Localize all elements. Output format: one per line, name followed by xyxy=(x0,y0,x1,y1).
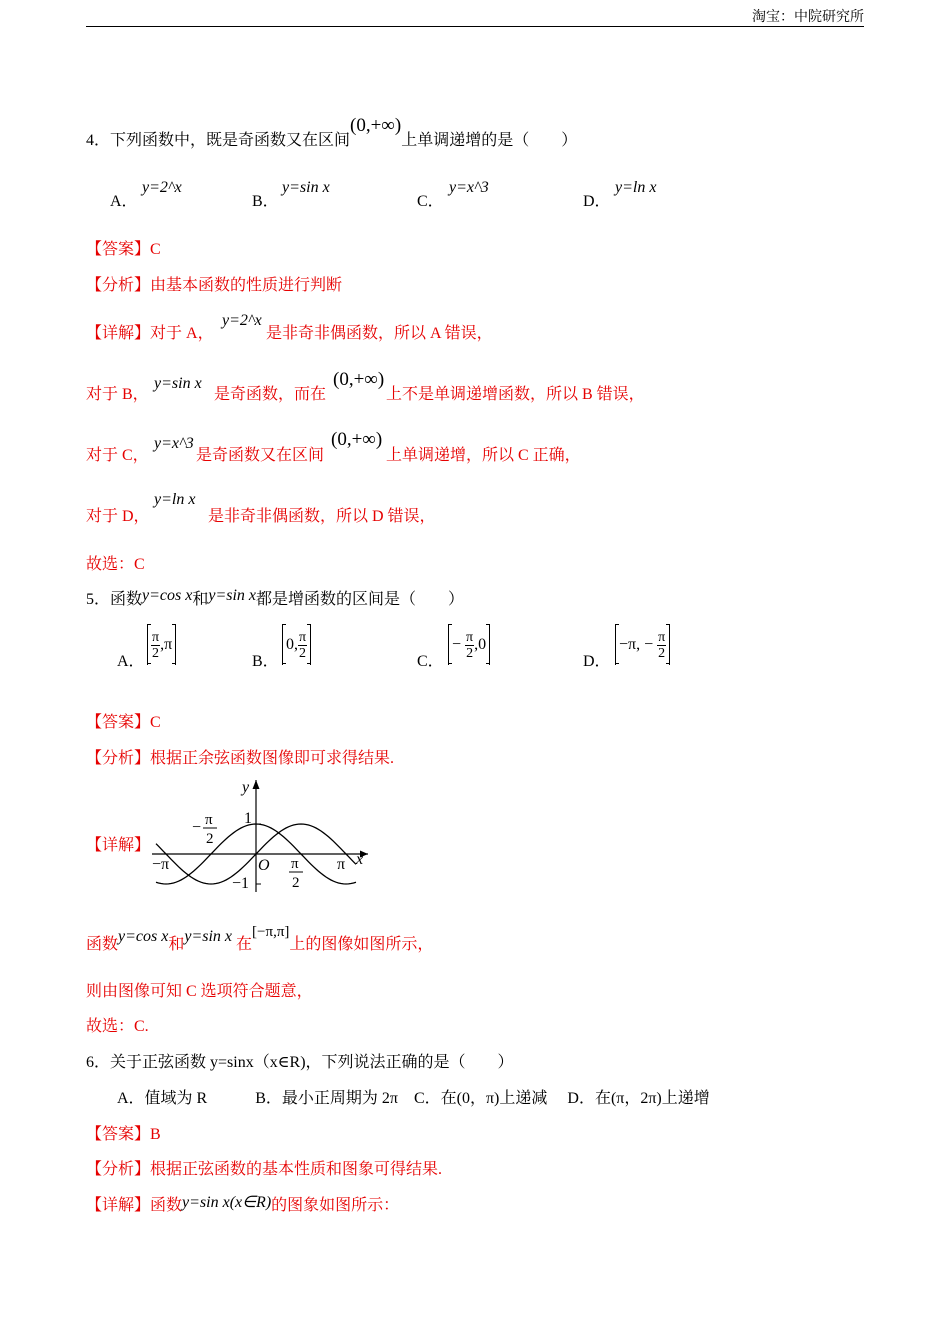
q4-choose: 故选：C xyxy=(86,556,145,573)
q5-option-c-label: C． xyxy=(417,653,444,670)
q5-b-frac-num: π xyxy=(299,629,307,645)
q4-option-a-label: A． xyxy=(110,193,138,210)
sin-cos-graph xyxy=(150,776,380,894)
q4-option-b-expr: y=sin x xyxy=(282,179,330,196)
q5-option-d-interval: −π , − $\frac{\pi}{2}$ xyxy=(615,625,670,665)
q5-d-minus: − xyxy=(644,636,654,653)
q4-detail-tag: 【详解】 xyxy=(86,325,151,342)
q5-a-frac-num: π xyxy=(152,629,160,645)
neg-half-pi-den: 2 xyxy=(206,831,214,847)
q4-option-a-expr: y=2^x xyxy=(142,179,182,196)
q5-desc-cos: y=cos x xyxy=(118,928,169,945)
q4-detail-c-mid: 是奇函数又在区间 xyxy=(196,447,325,464)
q5-c-minus: − xyxy=(452,636,462,653)
q4-detail-c-expr: y=x^3 xyxy=(154,435,194,452)
q5-stem-and: 和 xyxy=(192,591,209,608)
neg-half-pi-num: π xyxy=(205,812,213,828)
q5-desc-in: 在 xyxy=(236,936,253,953)
q5-d-frac-num: π xyxy=(658,629,666,645)
q6-detail xyxy=(86,1196,399,1216)
q5-stem-pre: 5．函数 xyxy=(86,591,143,608)
q4-detail-a-expr: y=2^x xyxy=(222,312,262,329)
q5-option-b-interval: 0, $\frac{\pi}{2}$ xyxy=(282,625,311,665)
q6-stem: 6．关于正弦函数 y=sinx（x∈R)，下列说法正确的是（ ） xyxy=(86,1054,514,1071)
y-tick-1-label: 1 xyxy=(244,810,252,827)
header-source: 淘宝：中院研究所 xyxy=(752,9,864,25)
half-pi-num: π xyxy=(291,856,299,872)
q4-detail-b-mid: 是奇函数，而在 xyxy=(214,386,327,403)
q6-detail-expr: y=sin x(x∈R) xyxy=(182,1194,272,1211)
q5-option-a-interval: $\frac{\pi}{2}$ , π xyxy=(147,625,176,665)
q5-d-neg-pi: −π xyxy=(619,636,637,653)
q4-detail-c-post: 上单调递增，所以 C 正确， xyxy=(386,447,581,464)
q5-choose: 故选：C. xyxy=(86,1018,149,1035)
header-rule xyxy=(86,26,864,27)
q5-stem-sin: y=sin x xyxy=(208,587,257,604)
q4-detail-a-post: 是非奇非偶函数，所以 A 错误， xyxy=(266,325,493,342)
q5-option-b-label: B． xyxy=(252,653,279,670)
q4-option-b-label: B． xyxy=(252,193,279,210)
q4-analysis: 【分析】由基本函数的性质进行判断 xyxy=(86,277,343,294)
q5-desc-pre: 函数 xyxy=(86,936,119,953)
q4-stem-pre: 4．下列函数中，既是奇函数又在区间 xyxy=(86,132,351,149)
q4-option-d-expr: y=ln x xyxy=(615,179,657,196)
q5-stem-post: 都是增函数的区间是（ ） xyxy=(256,591,465,608)
y-axis-arrow xyxy=(253,780,260,789)
q5-a-frac-den: 2 xyxy=(152,645,160,661)
q4-interval: (0,+∞) xyxy=(350,115,402,136)
q4-answer: 【答案】C xyxy=(86,241,161,258)
q6-options: A．值域为 R B．最小正周期为 2π C．在(0，π)上递减 D．在(π，2π)上递增 xyxy=(117,1090,710,1107)
q5-c-frac-den: 2 xyxy=(466,645,474,661)
q6-analysis: 【分析】根据正弦函数的基本性质和图象可得结果. xyxy=(86,1161,443,1178)
q4-detail-d-pre: 对于 D， xyxy=(86,508,150,525)
q5-c-frac-num: π xyxy=(466,629,474,645)
q4-stem-post: 上单调递增的是（ ） xyxy=(401,132,578,149)
q5-stem-cos: y=cos x xyxy=(142,587,193,604)
q4-detail-c-pre: 对于 C， xyxy=(86,447,149,464)
q4-option-c-label: C． xyxy=(417,193,444,210)
q4-detail-d-expr: y=ln x xyxy=(154,491,196,508)
q5-stem xyxy=(86,587,465,610)
q6-detail-post: 的图象如图所示： xyxy=(271,1197,400,1214)
q4-detail-b-expr: y=sin x xyxy=(154,375,202,392)
q4-stem xyxy=(86,115,578,151)
half-pi-den: 2 xyxy=(292,875,300,891)
q5-desc-and: 和 xyxy=(168,936,185,953)
q4-detail-d-post: 是非奇非偶函数，所以 D 错误， xyxy=(208,508,436,525)
neg-pi-label: −π xyxy=(152,856,170,873)
q5-a-pi: π xyxy=(164,636,173,653)
origin-label: O xyxy=(258,857,270,874)
q4-option-c-expr: y=x^3 xyxy=(449,179,489,196)
q5-desc-sin: y=sin x xyxy=(184,928,233,945)
q5-analysis: 【分析】根据正余弦函数图像即可求得结果. xyxy=(86,750,395,767)
q5-option-d-label: D． xyxy=(583,653,611,670)
q4-detail-a xyxy=(86,324,214,344)
q4-detail-b-pre: 对于 B， xyxy=(86,386,149,403)
y-tick-neg1-label: −1 xyxy=(232,875,250,892)
q5-answer: 【答案】C xyxy=(86,714,161,731)
q6-detail-pre: 【详解】函数 xyxy=(86,1197,183,1214)
neg-half-pi-minus: − xyxy=(192,819,202,836)
q4-option-d-label: D． xyxy=(583,193,611,210)
q5-desc xyxy=(86,924,434,955)
q5-conclusion: 则由图像可知 C 选项符合题意， xyxy=(86,983,313,1000)
y-axis-label: y xyxy=(242,779,250,796)
q5-option-a-label: A． xyxy=(117,653,145,670)
q4-detail-b-post: 上不是单调递增函数，所以 B 错误， xyxy=(386,386,645,403)
q5-detail-tag: 【详解】 xyxy=(86,837,151,854)
q6-answer: 【答案】B xyxy=(86,1126,161,1143)
q4-detail-a-pre: 对于 A， xyxy=(150,325,214,342)
q5-d-frac-den: 2 xyxy=(658,645,666,661)
q5-desc-interval: [−π,π] xyxy=(252,924,290,940)
pi-label: π xyxy=(337,856,346,873)
q5-b-frac-den: 2 xyxy=(299,645,307,661)
x-axis-label: x xyxy=(356,851,364,868)
q4-detail-b-interval: (0,+∞) xyxy=(333,369,385,390)
q4-detail-c-interval: (0,+∞) xyxy=(331,429,383,450)
q5-option-c-interval: − $\frac{\pi}{2}$ ,0 xyxy=(448,625,490,665)
q5-desc-post: 上的图像如图所示， xyxy=(289,936,434,953)
